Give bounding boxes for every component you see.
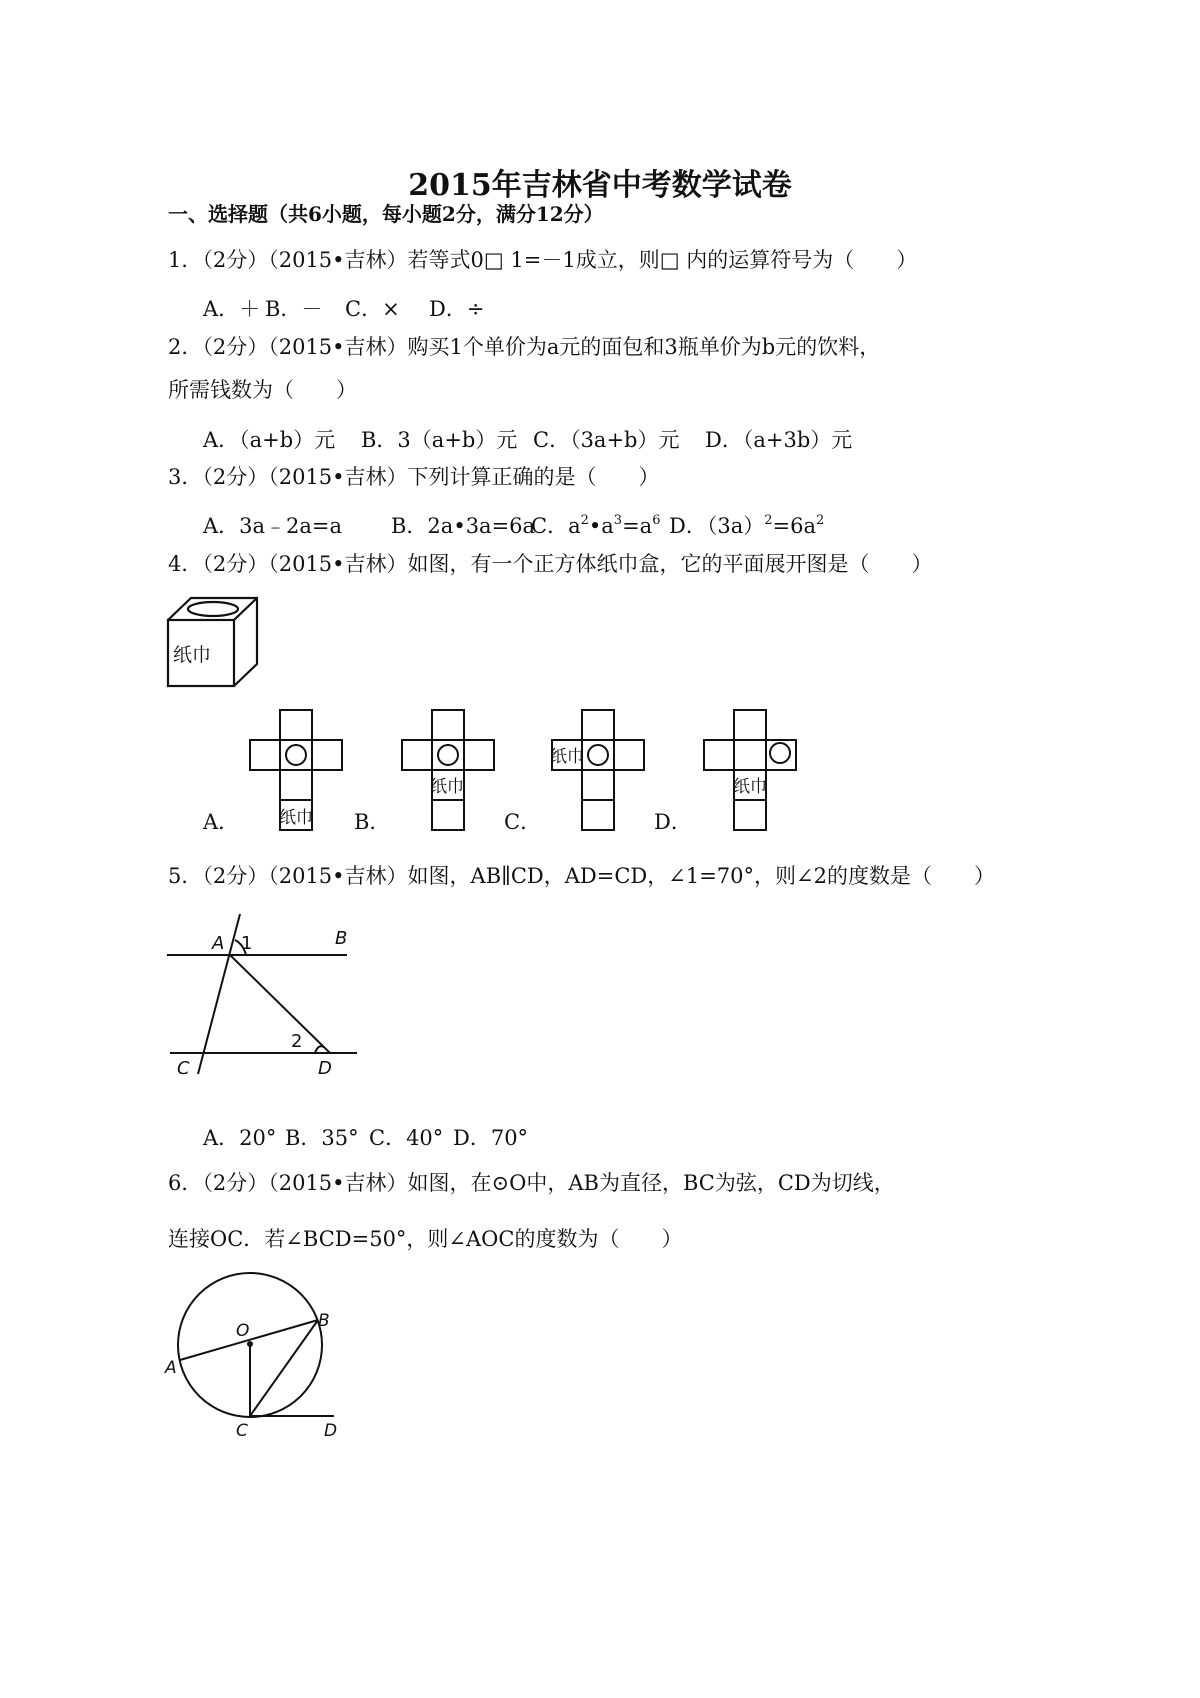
net-b-figure xyxy=(400,708,496,832)
net-d-label: 纸巾 xyxy=(733,777,767,797)
question-2-stem-line1: 2．（2分）（2015•吉林）购买1个单价为a元的面包和3瓶单价为b元的饮料， xyxy=(168,335,881,359)
question-1-stem: 1．（2分）（2015•吉林）若等式0□ 1=－1成立，则□ 内的运算符号为（ ） xyxy=(168,248,918,272)
label-c: C xyxy=(236,1421,248,1441)
q2-option-d: D．（a+3b）元 xyxy=(705,428,853,452)
q1-option-c: C．× xyxy=(345,297,400,321)
net-option-b: B． xyxy=(354,810,391,834)
net-b-label: 纸巾 xyxy=(430,777,464,797)
question-5-stem: 5．（2分）（2015•吉林）如图，AB∥CD，AD=CD，∠1=70°，则∠2的度数是（ ） xyxy=(168,864,995,888)
q3-option-b: B．2a•3a=6a xyxy=(391,514,536,538)
label-o: O xyxy=(236,1321,250,1341)
label-b: B xyxy=(335,928,348,949)
circle-figure xyxy=(162,1270,352,1440)
q5-option-d: D．70° xyxy=(453,1126,529,1150)
tissue-box-figure xyxy=(165,595,265,695)
question-3-stem: 3．（2分）（2015•吉林）下列计算正确的是（ ） xyxy=(168,465,660,489)
q2-option-b: B．3（a+b）元 xyxy=(361,428,518,452)
question-4-stem: 4．（2分）（2015•吉林）如图，有一个正方体纸巾盒，它的平面展开图是（ ） xyxy=(168,552,933,576)
q3-option-c: C．$a^2•a^3=a^6$ xyxy=(531,513,661,538)
parallel-lines-figure xyxy=(165,912,365,1082)
net-option-c: C． xyxy=(504,810,542,834)
q3-option-d: D．$(3a)^2=6a^2$ xyxy=(669,513,825,538)
question-2-options xyxy=(203,424,852,454)
label-angle-1: 1 xyxy=(241,933,253,954)
net-d-figure xyxy=(702,708,798,832)
segment-ad xyxy=(230,955,330,1053)
q5-option-a: A．20° xyxy=(203,1126,277,1150)
q5-option-c: C．40° xyxy=(369,1126,444,1150)
question-2-stem-line2: 所需钱数为（ ） xyxy=(168,378,357,402)
question-3-options xyxy=(203,510,824,540)
net-a-label: 纸巾 xyxy=(279,808,313,828)
q3-option-a: A．3a﹣2a=a xyxy=(203,514,343,538)
label-b: B xyxy=(318,1311,330,1331)
net-a-figure xyxy=(248,708,344,832)
net-option-d: D． xyxy=(654,810,692,834)
section-heading: 一、选择题（共6小题，每小题2分，满分12分） xyxy=(168,202,604,226)
question-1-options xyxy=(203,293,484,323)
page-title: 2015年吉林省中考数学试卷 xyxy=(408,168,792,203)
q5-option-b: B．35° xyxy=(285,1126,359,1150)
chord-bc xyxy=(250,1320,318,1416)
label-angle-2: 2 xyxy=(291,1031,303,1052)
label-d: D xyxy=(324,1421,338,1441)
net-c-figure xyxy=(550,708,646,832)
q1-option-a: A．＋ xyxy=(203,297,261,321)
label-a: A xyxy=(212,933,225,954)
q1-option-b: B．－ xyxy=(265,297,323,321)
label-d: D xyxy=(318,1058,332,1079)
q2-option-c: C．（3a+b）元 xyxy=(533,428,680,452)
question-6-stem-line1: 6．（2分）（2015•吉林）如图，在⊙O中，AB为直径，BC为弦，CD为切线， xyxy=(168,1171,895,1195)
net-option-a: A． xyxy=(203,810,240,834)
question-5-options xyxy=(203,1122,528,1152)
label-a: A xyxy=(165,1358,177,1378)
angle-2-arc xyxy=(315,1046,324,1053)
box-label: 纸巾 xyxy=(173,644,212,666)
q2-option-a: A．（a+b）元 xyxy=(203,428,336,452)
center-point xyxy=(247,1341,253,1347)
net-c-label: 纸巾 xyxy=(550,747,584,767)
q1-option-d: D．÷ xyxy=(429,297,485,321)
label-c: C xyxy=(177,1058,190,1079)
question-6-stem-line2: 连接OC．若∠BCD=50°，则∠AOC的度数为（ ） xyxy=(168,1227,683,1251)
